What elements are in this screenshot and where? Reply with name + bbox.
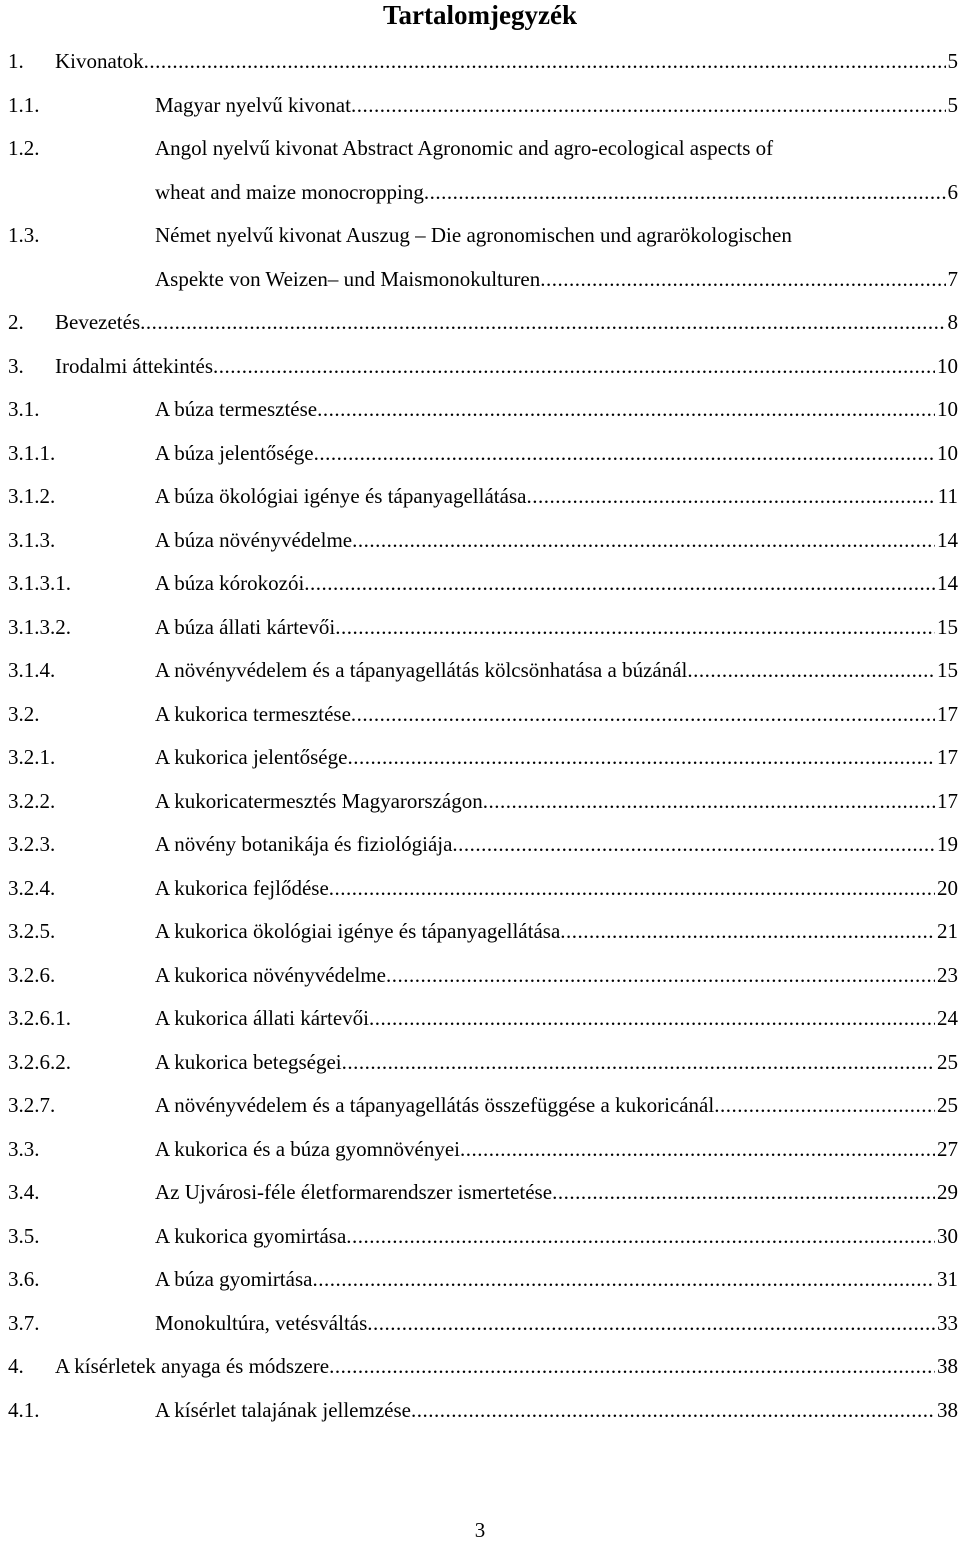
toc-entry-page: 27 (937, 1136, 958, 1161)
toc-entry-number: 3.1.4. (8, 658, 56, 682)
toc-entry-number: 1.2. (8, 136, 40, 160)
toc-entry-title: A kukorica ökológiai igénye és tápanyagellátása (155, 919, 561, 943)
toc-entry-number: 3.2.6. (8, 962, 56, 987)
toc-dot-leader (560, 914, 935, 948)
toc-entry-title: A kísérlet talajának jellemzése (155, 1397, 411, 1422)
toc-entry-page: 19 (937, 832, 958, 856)
toc-entry-page: 29 (937, 1180, 958, 1204)
toc-entry[interactable] (8, 392, 960, 436)
toc-dot-leader (369, 1001, 935, 1035)
toc-entry-number: 3.2.4. (8, 875, 56, 900)
toc-entry[interactable] (8, 697, 960, 741)
toc-dot-leader (424, 175, 946, 209)
toc-entry-number: 1.1. (8, 92, 40, 117)
toc-entry-page: 8 (947, 310, 958, 334)
toc-entry-number: 3.2.2. (8, 788, 56, 813)
toc-entry-number: 4. (8, 1354, 24, 1378)
toc-entry-page: 25 (937, 1049, 958, 1074)
toc-entry[interactable] (8, 479, 960, 523)
toc-dot-leader (346, 1219, 935, 1253)
toc-entry-line (8, 1349, 958, 1383)
toc-entry-line (8, 784, 958, 818)
toc-entry-line (8, 1045, 958, 1079)
toc-entry-line (8, 1001, 958, 1035)
toc-dot-leader (329, 871, 935, 905)
toc-entry-number: 3.2.6.2. (8, 1049, 71, 1074)
toc-entry-number: 3.2.3. (8, 832, 56, 856)
toc-entry-title: Monokultúra, vetésváltás (155, 1310, 368, 1335)
toc-entry-number: 3.2. (8, 701, 40, 726)
toc-entry-page: 31 (937, 1267, 958, 1291)
toc-entry-title: A búza gyomirtása (155, 1267, 313, 1291)
toc-entry-line (8, 44, 958, 78)
toc-entry-title: A kukorica növényvédelme (155, 962, 386, 987)
toc-entry-line (8, 1219, 958, 1253)
toc-entry-line (8, 1132, 958, 1166)
toc-entry-page: 6 (947, 179, 958, 204)
toc-entry-title: A búza növényvédelme (155, 527, 353, 552)
toc-entry-line (8, 436, 958, 470)
toc-entry-line (8, 566, 958, 600)
toc-entry-number: 3.1.3.2. (8, 614, 71, 639)
toc-entry-page: 5 (947, 49, 958, 73)
toc-dot-leader (213, 349, 935, 383)
toc-entry-line (8, 914, 958, 948)
table-of-contents (8, 44, 960, 1436)
toc-entry[interactable] (8, 349, 960, 393)
toc-dot-leader (351, 697, 935, 731)
toc-entry-line (8, 610, 958, 644)
toc-entry-line (8, 218, 958, 252)
toc-dot-leader (335, 610, 935, 644)
toc-entry[interactable] (8, 1262, 960, 1306)
toc-dot-leader (329, 1349, 935, 1383)
toc-entry-line (8, 653, 958, 687)
toc-entry[interactable] (8, 566, 960, 610)
toc-entry-line (8, 392, 958, 426)
toc-entry-line (8, 697, 958, 731)
toc-dot-leader (317, 392, 935, 426)
toc-entry[interactable] (8, 784, 960, 828)
toc-entry-number: 3.6. (8, 1267, 40, 1291)
toc-dot-leader (386, 958, 935, 992)
toc-entry[interactable] (8, 610, 960, 654)
toc-entry[interactable] (8, 131, 960, 218)
toc-entry[interactable] (8, 1132, 960, 1176)
toc-entry-number: 3.2.1. (8, 745, 56, 769)
toc-entry-page: 10 (937, 440, 958, 465)
toc-entry-line (8, 131, 958, 165)
toc-entry-line (8, 827, 958, 861)
toc-dot-leader (347, 740, 935, 774)
toc-entry-title-continued: wheat and maize monocropping (155, 179, 424, 204)
toc-dot-leader (312, 1262, 935, 1296)
toc-entry-number: 3.1.2. (8, 484, 56, 508)
toc-entry-title: A növény botanikája és fiziológiája (155, 832, 453, 856)
toc-entry-page: 11 (937, 484, 958, 508)
toc-entry-title: A kukorica állati kártevői (155, 1006, 370, 1030)
toc-entry-title: A kukorica fejlődése (155, 875, 329, 900)
toc-entry[interactable] (8, 1393, 960, 1437)
toc-entry-title: Bevezetés (55, 310, 141, 334)
toc-dot-leader (687, 653, 935, 687)
toc-entry-number: 3.4. (8, 1180, 40, 1204)
toc-entry-title: A búza termesztése (155, 397, 318, 421)
toc-entry[interactable] (8, 871, 960, 915)
toc-entry-page: 17 (937, 745, 958, 769)
toc-entry-page: 10 (937, 397, 958, 421)
toc-entry-title-continued: Aspekte von Weizen– und Maismonokulturen (155, 266, 541, 291)
toc-entry-page: 38 (937, 1397, 958, 1422)
toc-entry-line (8, 958, 958, 992)
toc-dot-leader (144, 44, 946, 78)
toc-entry-line (8, 88, 958, 122)
toc-entry-line-continued (155, 175, 958, 209)
page-number: 3 (474, 1518, 486, 1542)
toc-entry-title: A búza jelentősége (155, 440, 314, 465)
toc-entry[interactable] (8, 1175, 960, 1219)
toc-entry-line (8, 305, 958, 339)
toc-entry-number: 1.3. (8, 223, 40, 247)
toc-entry-number: 3. (8, 353, 24, 378)
toc-entry-title: A kukoricatermesztés Magyarországon (155, 788, 483, 813)
toc-entry-page: 25 (937, 1093, 958, 1117)
toc-entry-number: 3.1.3.1. (8, 571, 71, 595)
page-title: Tartalomjegyzék (383, 0, 577, 30)
toc-entry[interactable] (8, 1088, 960, 1132)
toc-entry-number: 3.1.1. (8, 440, 56, 465)
toc-entry-title: A búza állati kártevői (155, 614, 336, 639)
toc-entry-line (8, 1175, 958, 1209)
toc-dot-leader (367, 1306, 935, 1340)
toc-dot-leader (552, 1175, 935, 1209)
toc-entry[interactable] (8, 1306, 960, 1350)
toc-entry[interactable] (8, 958, 960, 1002)
toc-entry[interactable] (8, 1349, 960, 1393)
toc-entry-page: 20 (937, 875, 958, 900)
toc-entry-line (8, 1088, 958, 1122)
toc-entry-page: 17 (937, 788, 958, 813)
toc-entry[interactable] (8, 436, 960, 480)
toc-entry-number: 3.2.7. (8, 1093, 56, 1117)
toc-entry-page: 17 (937, 701, 958, 726)
toc-entry[interactable] (8, 523, 960, 567)
toc-entry[interactable] (8, 1045, 960, 1089)
toc-entry-number: 3.2.5. (8, 919, 56, 943)
toc-entry-number: 3.3. (8, 1136, 40, 1161)
toc-entry-page: 5 (947, 92, 958, 117)
toc-entry[interactable] (8, 44, 960, 88)
toc-entry-number: 2. (8, 310, 24, 334)
toc-entry-title: A búza kórokozói (155, 571, 305, 595)
toc-entry-number: 3.1. (8, 397, 40, 421)
toc-entry[interactable] (8, 1001, 960, 1045)
toc-entry-number: 1. (8, 49, 24, 73)
toc-entry-title: A növényvédelem és a tápanyagellátás kölcsönhatása a búzánál (155, 658, 688, 682)
toc-entry-number: 3.7. (8, 1310, 40, 1335)
toc-entry-page: 24 (937, 1006, 958, 1030)
toc-entry-page: 33 (937, 1310, 958, 1335)
toc-entry-line (8, 740, 958, 774)
toc-entry-title: Német nyelvű kivonat Auszug – Die agronomischen und agrarökologischen (155, 223, 792, 247)
toc-dot-leader (140, 305, 945, 339)
toc-entry[interactable] (8, 653, 960, 697)
toc-entry-title: A kukorica gyomirtása (155, 1223, 347, 1248)
toc-dot-leader (714, 1088, 935, 1122)
toc-entry-line (8, 1306, 958, 1340)
toc-entry-page: 15 (937, 614, 958, 639)
toc-dot-leader (526, 479, 935, 513)
toc-entry-title: A kukorica jelentősége (155, 745, 348, 769)
toc-dot-leader (342, 1045, 935, 1079)
toc-dot-leader (483, 784, 935, 818)
toc-entry-title: Magyar nyelvű kivonat (155, 92, 351, 117)
toc-entry-page: 14 (937, 571, 958, 595)
toc-entry[interactable] (8, 1219, 960, 1263)
toc-entry-page: 10 (937, 353, 958, 378)
toc-dot-leader (352, 523, 935, 557)
toc-dot-leader (351, 88, 946, 122)
toc-dot-leader (452, 827, 935, 861)
toc-entry[interactable] (8, 827, 960, 871)
toc-entry-title: A kísérletek anyaga és módszere (55, 1354, 330, 1378)
toc-dot-leader (411, 1393, 935, 1427)
toc-entry-page: 30 (937, 1223, 958, 1248)
toc-entry-line (8, 349, 958, 383)
toc-entry-page: 38 (937, 1354, 958, 1378)
toc-entry[interactable] (8, 740, 960, 784)
toc-entry-page: 21 (937, 919, 958, 943)
toc-dot-leader (304, 566, 935, 600)
toc-entry-title: A növényvédelem és a tápanyagellátás összefüggése a kukoricánál (155, 1093, 715, 1117)
toc-entry-line (8, 1262, 958, 1296)
toc-entry-title: Angol nyelvű kivonat Abstract Agronomic and agro-ecological aspects of (155, 136, 774, 160)
toc-entry[interactable] (8, 914, 960, 958)
toc-dot-leader (460, 1132, 935, 1166)
toc-entry-number: 3.2.6.1. (8, 1006, 71, 1030)
toc-entry[interactable] (8, 218, 960, 305)
toc-entry-page: 7 (947, 266, 958, 291)
toc-entry-title: A búza ökológiai igénye és tápanyagellátása (155, 484, 527, 508)
toc-entry-title: Kivonatok (55, 49, 144, 73)
toc-entry-page: 23 (937, 962, 958, 987)
toc-entry-line (8, 1393, 958, 1427)
toc-entry-number: 4.1. (8, 1397, 40, 1422)
toc-entry[interactable] (8, 305, 960, 349)
toc-entry-number: 3.5. (8, 1223, 40, 1248)
toc-entry-line (8, 523, 958, 557)
toc-entry-title: A kukorica és a búza gyomnövényei (155, 1136, 460, 1161)
toc-entry-page: 15 (937, 658, 958, 682)
toc-dot-leader (540, 262, 945, 296)
toc-entry-line (8, 871, 958, 905)
toc-entry-title: A kukorica betegségei (155, 1049, 342, 1074)
toc-entry-number: 3.1.3. (8, 527, 56, 552)
toc-entry-title: A kukorica termesztése (155, 701, 351, 726)
toc-entry[interactable] (8, 88, 960, 132)
toc-entry-page: 14 (937, 527, 958, 552)
toc-entry-title: Irodalmi áttekintés (55, 353, 214, 378)
toc-dot-leader (314, 436, 935, 470)
toc-entry-line-continued (155, 262, 958, 296)
toc-entry-line (8, 479, 958, 513)
toc-entry-title: Az Ujvárosi-féle életformarendszer ismertetése (155, 1180, 553, 1204)
